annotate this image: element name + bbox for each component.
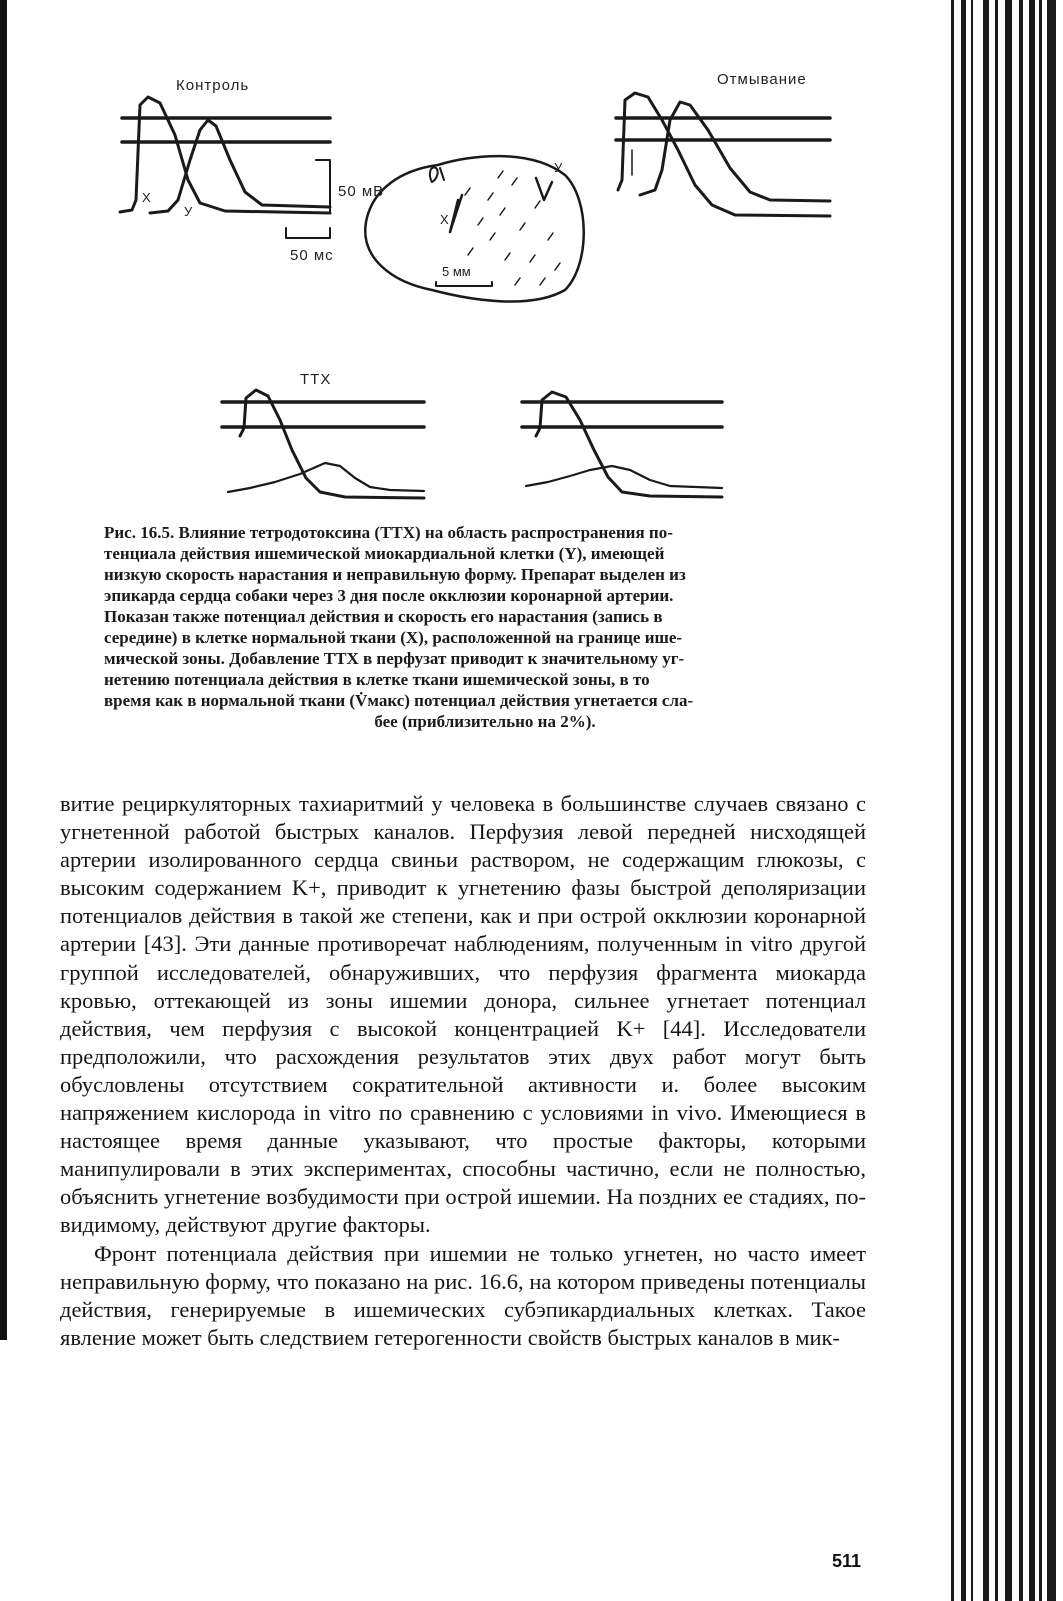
body-text bbox=[60, 790, 866, 1352]
figure-caption bbox=[104, 522, 866, 732]
scale-voltage: 50 мВ bbox=[338, 183, 385, 200]
caption-line: мической зоны. Добавление ТТХ в перфузат приводит к значительному уг- bbox=[104, 649, 685, 668]
caption-line: время как в нормальной ткани (V̇макс) потенциал действия угнетается сла- bbox=[104, 691, 694, 710]
caption-line: тенциала действия ишемической миокардиальной клетки (Y), имеющей bbox=[104, 544, 665, 563]
label-control: Контроль bbox=[176, 77, 250, 94]
caption-line: нетению потенциала действия в клетке ткани ишемической зоны, в то bbox=[104, 670, 650, 689]
label-ttx: ТТХ bbox=[300, 371, 332, 388]
page-number: 511 bbox=[832, 1551, 862, 1571]
label-washout: Отмывание bbox=[717, 71, 807, 88]
paragraph: витие рециркуляторных тахиаритмий у человека в большинстве случаев связано с угнетенной работой быстрых каналов. Перфузия левой передней нисходящей артерии изолированного сердца свиньи раствором, не содержащим глюкозы, с высоким содержанием K+, приводит к угнетению фазы быстрой деполяризации потенциалов действия в такой же степени, как и при острой окклюзии коронарной артерии [43]. Эти данные противоречат наблюдениям, полученным in vitro другой группой исследователей, обнаруживших, что перфузия фрагмента миокарда кровью, оттекающей из зоны ишемии донора, сильнее угнетает потенциал действия, чем перфузия с высокой концентрацией K+ [44]. Исследователи предположили, что расхождения результатов этих двух работ могут быть обусловлены отсутствием сократительной активности и. более высоким напряжением кислорода in vitro по сравнению с условиями in vivo. Имеющиеся в настоящее время данные указывают, что простые факторы, которыми манипулировали в этих экспериментах, способны частично, если не полностью, объяснить угнетение возбудимости при острой ишемии. На поздних ее стадиях, по-видимому, действуют другие факторы. bbox=[60, 791, 866, 1238]
ttx-left-traces bbox=[222, 390, 424, 498]
figure-16-5 bbox=[0, 0, 1063, 520]
washout-traces bbox=[616, 93, 830, 216]
label-map-x: Х bbox=[440, 212, 449, 227]
ttx-right-traces bbox=[522, 392, 722, 497]
caption-line: эпикарда сердца собаки через 3 дня после окклюзии коронарной артерии. bbox=[104, 586, 674, 605]
label-map-y: У bbox=[554, 160, 563, 175]
scale-distance: 5 мм bbox=[442, 264, 471, 279]
label-trace-x: Х bbox=[142, 190, 151, 205]
caption-line: бее (приблизительно на 2%). bbox=[374, 712, 596, 731]
caption-line: Показан также потенциал действия и скорость его нарастания (запись в bbox=[104, 607, 663, 626]
control-traces bbox=[120, 97, 330, 238]
scale-time: 50 мс bbox=[290, 247, 334, 264]
caption-line: середине) в клетке нормальной ткани (X), расположенной на границе ише- bbox=[104, 628, 683, 647]
paragraph: Фронт потенциала действия при ишемии не только угнетен, но часто имеет неправильную форму, что показано на рис. 16.6, на котором приведены потенциалы действия, генерируемые в ишемических субэпикардиальных клетках. Такое явление может быть следствием гетерогенности свойств быстрых каналов в мик- bbox=[60, 1240, 866, 1350]
tissue-map bbox=[365, 156, 583, 301]
label-trace-y: У bbox=[184, 204, 193, 219]
caption-line: Рис. 16.5. Влияние тетродотоксина (ТТХ) на область распространения по- bbox=[104, 523, 673, 542]
caption-line: низкую скорость нарастания и неправильную форму. Препарат выделен из bbox=[104, 565, 686, 584]
